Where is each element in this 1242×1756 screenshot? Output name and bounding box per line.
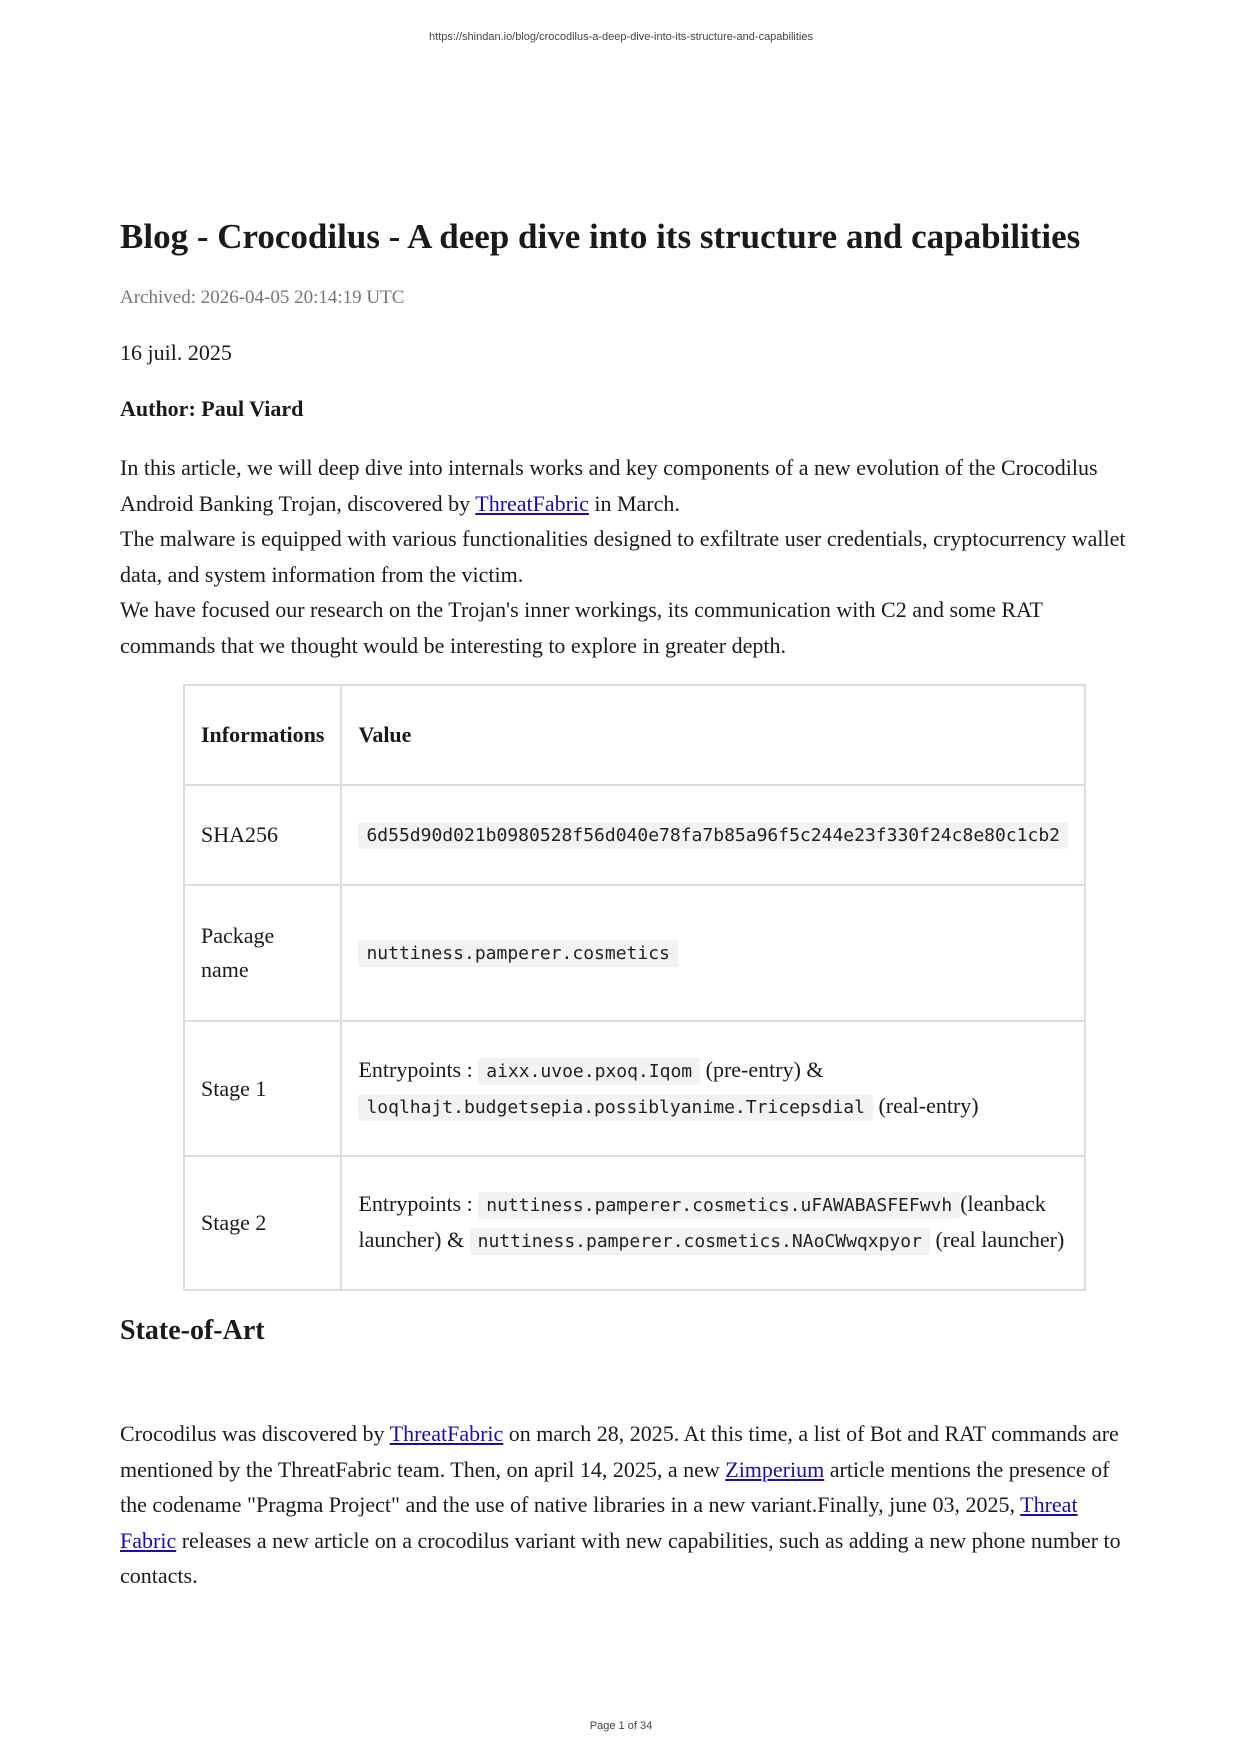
table-row [184, 885, 1085, 1021]
sha256-code: 6d55d90d021b0980528f56d040e78fa7b85a96f5c244e23f330f24c8e80c1cb2 [358, 822, 1068, 849]
sota-text-4: releases a new article on a crocodilus variant with new capabilities, such as adding a new phone number to contacts. [120, 1527, 1121, 1588]
intro-paragraph-2: The malware is equipped with various functionalities designed to exfiltrate user credentials, cryptocurrency wallet data, and system information from the victim. [120, 526, 1126, 587]
stage1-pre-entry-code: aixx.uvoe.pxoq.Iqom [478, 1058, 700, 1085]
threat-fabric-link[interactable]: Threat Fabric [120, 1492, 1078, 1553]
table-header-row [184, 685, 1085, 785]
row-value [341, 1156, 1085, 1290]
intro-paragraph-1 [120, 450, 1130, 521]
row-label: Package name [184, 885, 341, 1021]
intro-text-a: In this article, we will deep dive into internals works and key components of a new evolution of the Crocodilus Android Banking Trojan, discovered by [120, 455, 1098, 516]
stage2-mid: (leanback launcher) & [358, 1191, 1046, 1252]
page-url: https://shindan.io/blog/crocodilus-a-deep-dive-into-its-structure-and-capabilities [429, 31, 813, 43]
row-label: SHA256 [184, 785, 341, 885]
row-value [341, 785, 1085, 885]
stage2-prefix: Entrypoints : [358, 1191, 479, 1216]
intro-text-b: in March. [588, 490, 680, 516]
stage2-leanback-code: nuttiness.pamperer.cosmetics.uFAWABASFEFwvh [478, 1192, 960, 1219]
row-label: Stage 2 [184, 1156, 341, 1290]
table-row [184, 1156, 1085, 1290]
package-code: nuttiness.pamperer.cosmetics [358, 940, 677, 967]
threatfabric-link[interactable]: ThreatFabric [475, 490, 589, 516]
stage2-launcher-code: nuttiness.pamperer.cosmetics.NAoCWwqxpyor [470, 1228, 930, 1255]
sample-info-table [183, 684, 1086, 1291]
sota-text-1: Crocodilus was discovered by [120, 1421, 390, 1446]
page-title: Blog - Crocodilus - A deep dive into its structure and capabilities [120, 217, 1081, 256]
stage1-real-entry-code: loqlhajt.budgetsepia.possiblyanime.Tricepsdial [358, 1094, 873, 1121]
section-heading: State-of-Art [120, 1315, 265, 1346]
zimperium-link[interactable]: Zimperium [725, 1456, 825, 1482]
stage1-prefix: Entrypoints : [358, 1056, 479, 1082]
header-informations: Informations [184, 685, 341, 785]
publish-date: 16 juil. 2025 [120, 340, 232, 365]
row-label: Stage 1 [184, 1021, 341, 1156]
author: Author: Paul Viard [120, 396, 304, 421]
table-row [184, 1021, 1085, 1156]
sota-text-3: article mentions the presence of the codename "Pragma Project" and the use of native libraries in a new variant.Finally, june 03, 2025, [120, 1456, 1110, 1517]
archived-timestamp: Archived: 2026-04-05 20:14:19 UTC [120, 287, 405, 308]
row-value [341, 1021, 1085, 1156]
state-of-art-paragraph [120, 1416, 1130, 1594]
intro-paragraph-3: We have focused our research on the Trojan's inner workings, its communication with C2 and some RAT commands that we thought would be interesting to explore in greater depth. [120, 597, 1043, 658]
table-row [184, 785, 1085, 885]
page-number: Page 1 of 34 [589, 1720, 653, 1732]
stage1-suffix: (real-entry) [872, 1092, 979, 1118]
row-value [341, 885, 1085, 1021]
stage1-mid: (pre-entry) & [700, 1056, 824, 1082]
sota-text-2: on march 28, 2025. At this time, a list of Bot and RAT commands are mentioned by the ThreatFabric team. Then, on april 14, 2025, a new [120, 1421, 1119, 1482]
threatfabric-link[interactable]: ThreatFabric [389, 1421, 504, 1446]
stage2-suffix: (real launcher) [929, 1227, 1065, 1252]
header-value: Value [341, 685, 1085, 785]
intro-text [120, 450, 1130, 663]
